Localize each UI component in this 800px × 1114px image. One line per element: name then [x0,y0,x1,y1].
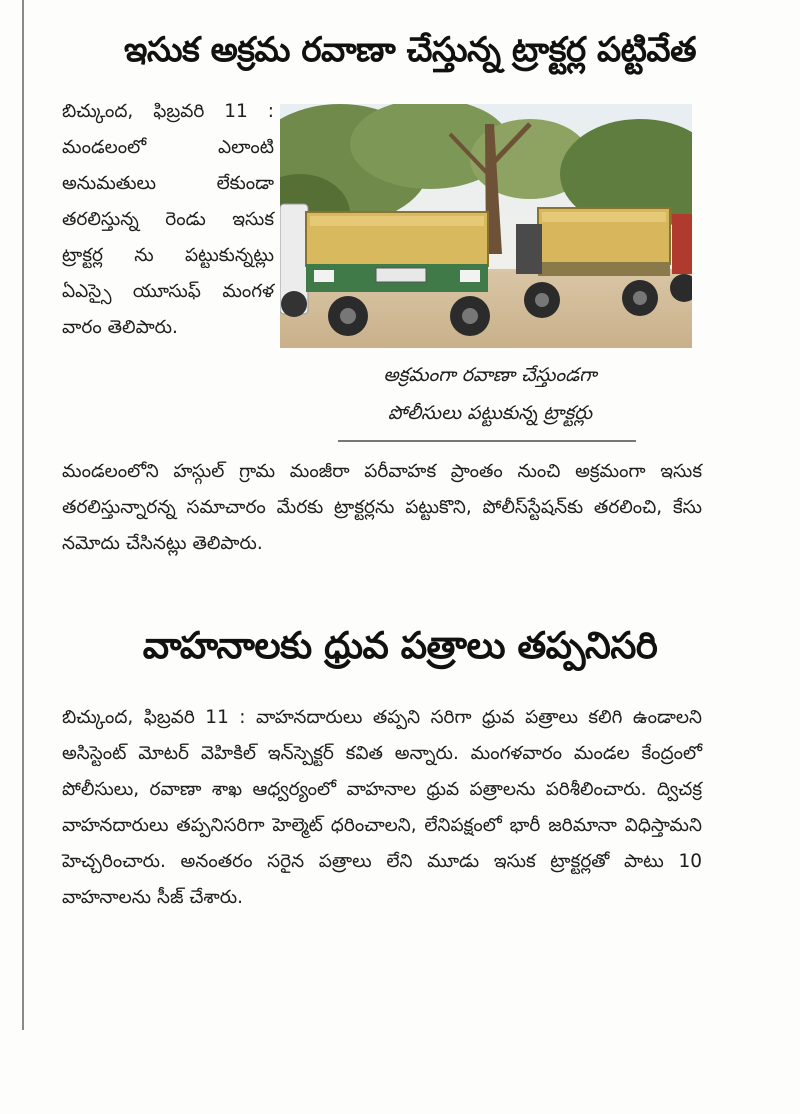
article2-body: బిచ్కుంద, ఫిబ్రవరి 11 : వాహనదారులు తప్పని సరిగా ధ్రువ పత్రాలు కలిగి ఉండాలని అసిస్టెంట్ మోటర్ వెహికిల్ ఇన్‌స్పెక్టర్ కవిత అన్నారు. మంగళవారం మండల కేంద్రంలో పోలీసులు, రవాణా శాఖ ఆధ్వర్యంలో వాహనాల ధ్రువ పత్రాలను పరిశీలించారు. ద్విచక్ర వాహనదారులు తప్పనిసరిగా హెల్మెట్ ధరించాలని, లేనిపక్షంలో భారీ జరిమానా విధిస్తామని హెచ్చరించారు. అనంతరం సరైన పత్రాలు లేని మూడు ఇసుక ట్రాక్టర్లతో పాటు 10 వాహనాలను సీజ్ చేశారు. [62,707,702,908]
photo-caption-line1: అక్రమంగా రవాణా చేస్తుండగా [383,364,597,386]
article1-lede: బిచ్కుంద, ఫిబ్రవరి 11 : మండలంలో ఎలాంటి అనుమతులు లేకుండా తరలిస్తున్న రెండు ఇసుక ట్రాక్టర్ల ను పట్టుకున్నట్లు ఏఎస్సై యూసుఫ్ మంగళ వారం తెలిపారు. [62,101,274,338]
photo-caption [320,356,660,432]
photo-caption-line2: పోలీసులు పట్టుకున్న ట్రాక్టర్లు [387,402,593,424]
tractors-photo-illustration [280,104,692,348]
column-rule [22,0,24,1030]
tractors-photo [280,104,692,348]
caption-underline [338,440,636,442]
article1-body: మండలంలోని హస్గుల్ గ్రామ మంజీరా పరీవాహక ప్రాంతం నుంచి అక్రమంగా ఇసుక తరలిస్తున్నారన్న సమాచారం మేరకు ట్రాక్టర్లను పట్టుకొని, పోలీస్‌స్టేషన్‌కు తరలించి, కేసు నమోదు చేసినట్లు తెలిపారు. [62,461,702,554]
article2-headline: వాహనాలకు ధ్రువ పత్రాలు తప్పనిసరి [142,624,658,667]
article1-headline: ఇసుక అక్రమ రవాణా చేస్తున్న ట్రాక్టర్ల పట్టివేత [123,30,697,70]
